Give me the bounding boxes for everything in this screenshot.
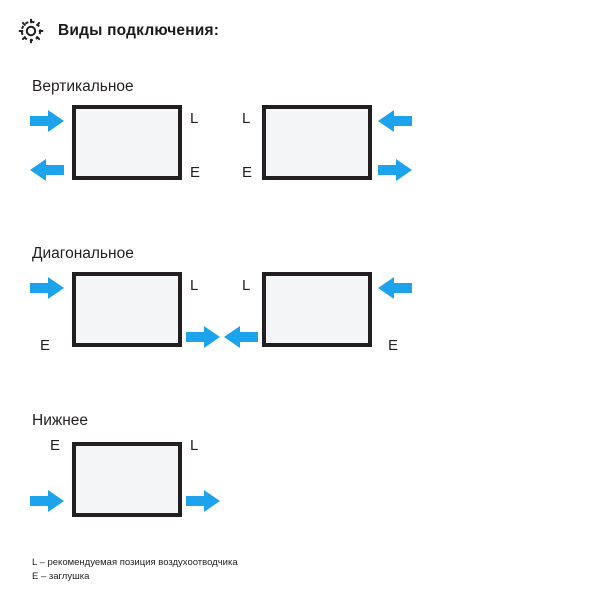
port-label-L: L (190, 437, 199, 454)
arrow-in-top-left (30, 110, 64, 132)
port-label-L: L (190, 277, 199, 294)
arrow-in-bottom-left (30, 490, 64, 512)
radiator-body (262, 105, 372, 180)
port-label-L: L (242, 277, 251, 294)
arrow-in-top-right (378, 110, 412, 132)
radiator-body (72, 105, 182, 180)
arrow-out-bottom-right (186, 490, 220, 512)
radiator-body (72, 272, 182, 347)
port-label-E: E (388, 337, 399, 354)
port-label-L: L (242, 110, 251, 127)
arrow-in-top-left (30, 277, 64, 299)
legend (32, 556, 238, 584)
page-title: Виды подключения: (58, 22, 220, 39)
arrow-out-bottom-left (224, 326, 258, 348)
legend-item-E: E – заглушка (32, 570, 90, 582)
arrow-in-top-right (378, 277, 412, 299)
radiator-body (262, 272, 372, 347)
gear-icon (18, 18, 44, 44)
arrow-out-bottom-right (186, 326, 220, 348)
group-title-diagonal: Диагональное (32, 245, 134, 262)
port-label-E: E (242, 164, 253, 181)
legend-item-L: L – рекомендуемая позиция воздухоотводчика (32, 557, 238, 568)
port-label-E: E (190, 164, 201, 181)
group-title-bottom: Нижнее (32, 412, 89, 429)
port-label-E: E (50, 437, 61, 454)
group-title-vertical: Вертикальное (32, 78, 134, 95)
arrow-out-bottom-left (30, 159, 64, 181)
arrow-out-bottom-right (378, 159, 412, 181)
radiator-body (72, 442, 182, 517)
header (18, 18, 219, 44)
port-label-L: L (190, 110, 199, 127)
port-label-E: E (40, 337, 51, 354)
